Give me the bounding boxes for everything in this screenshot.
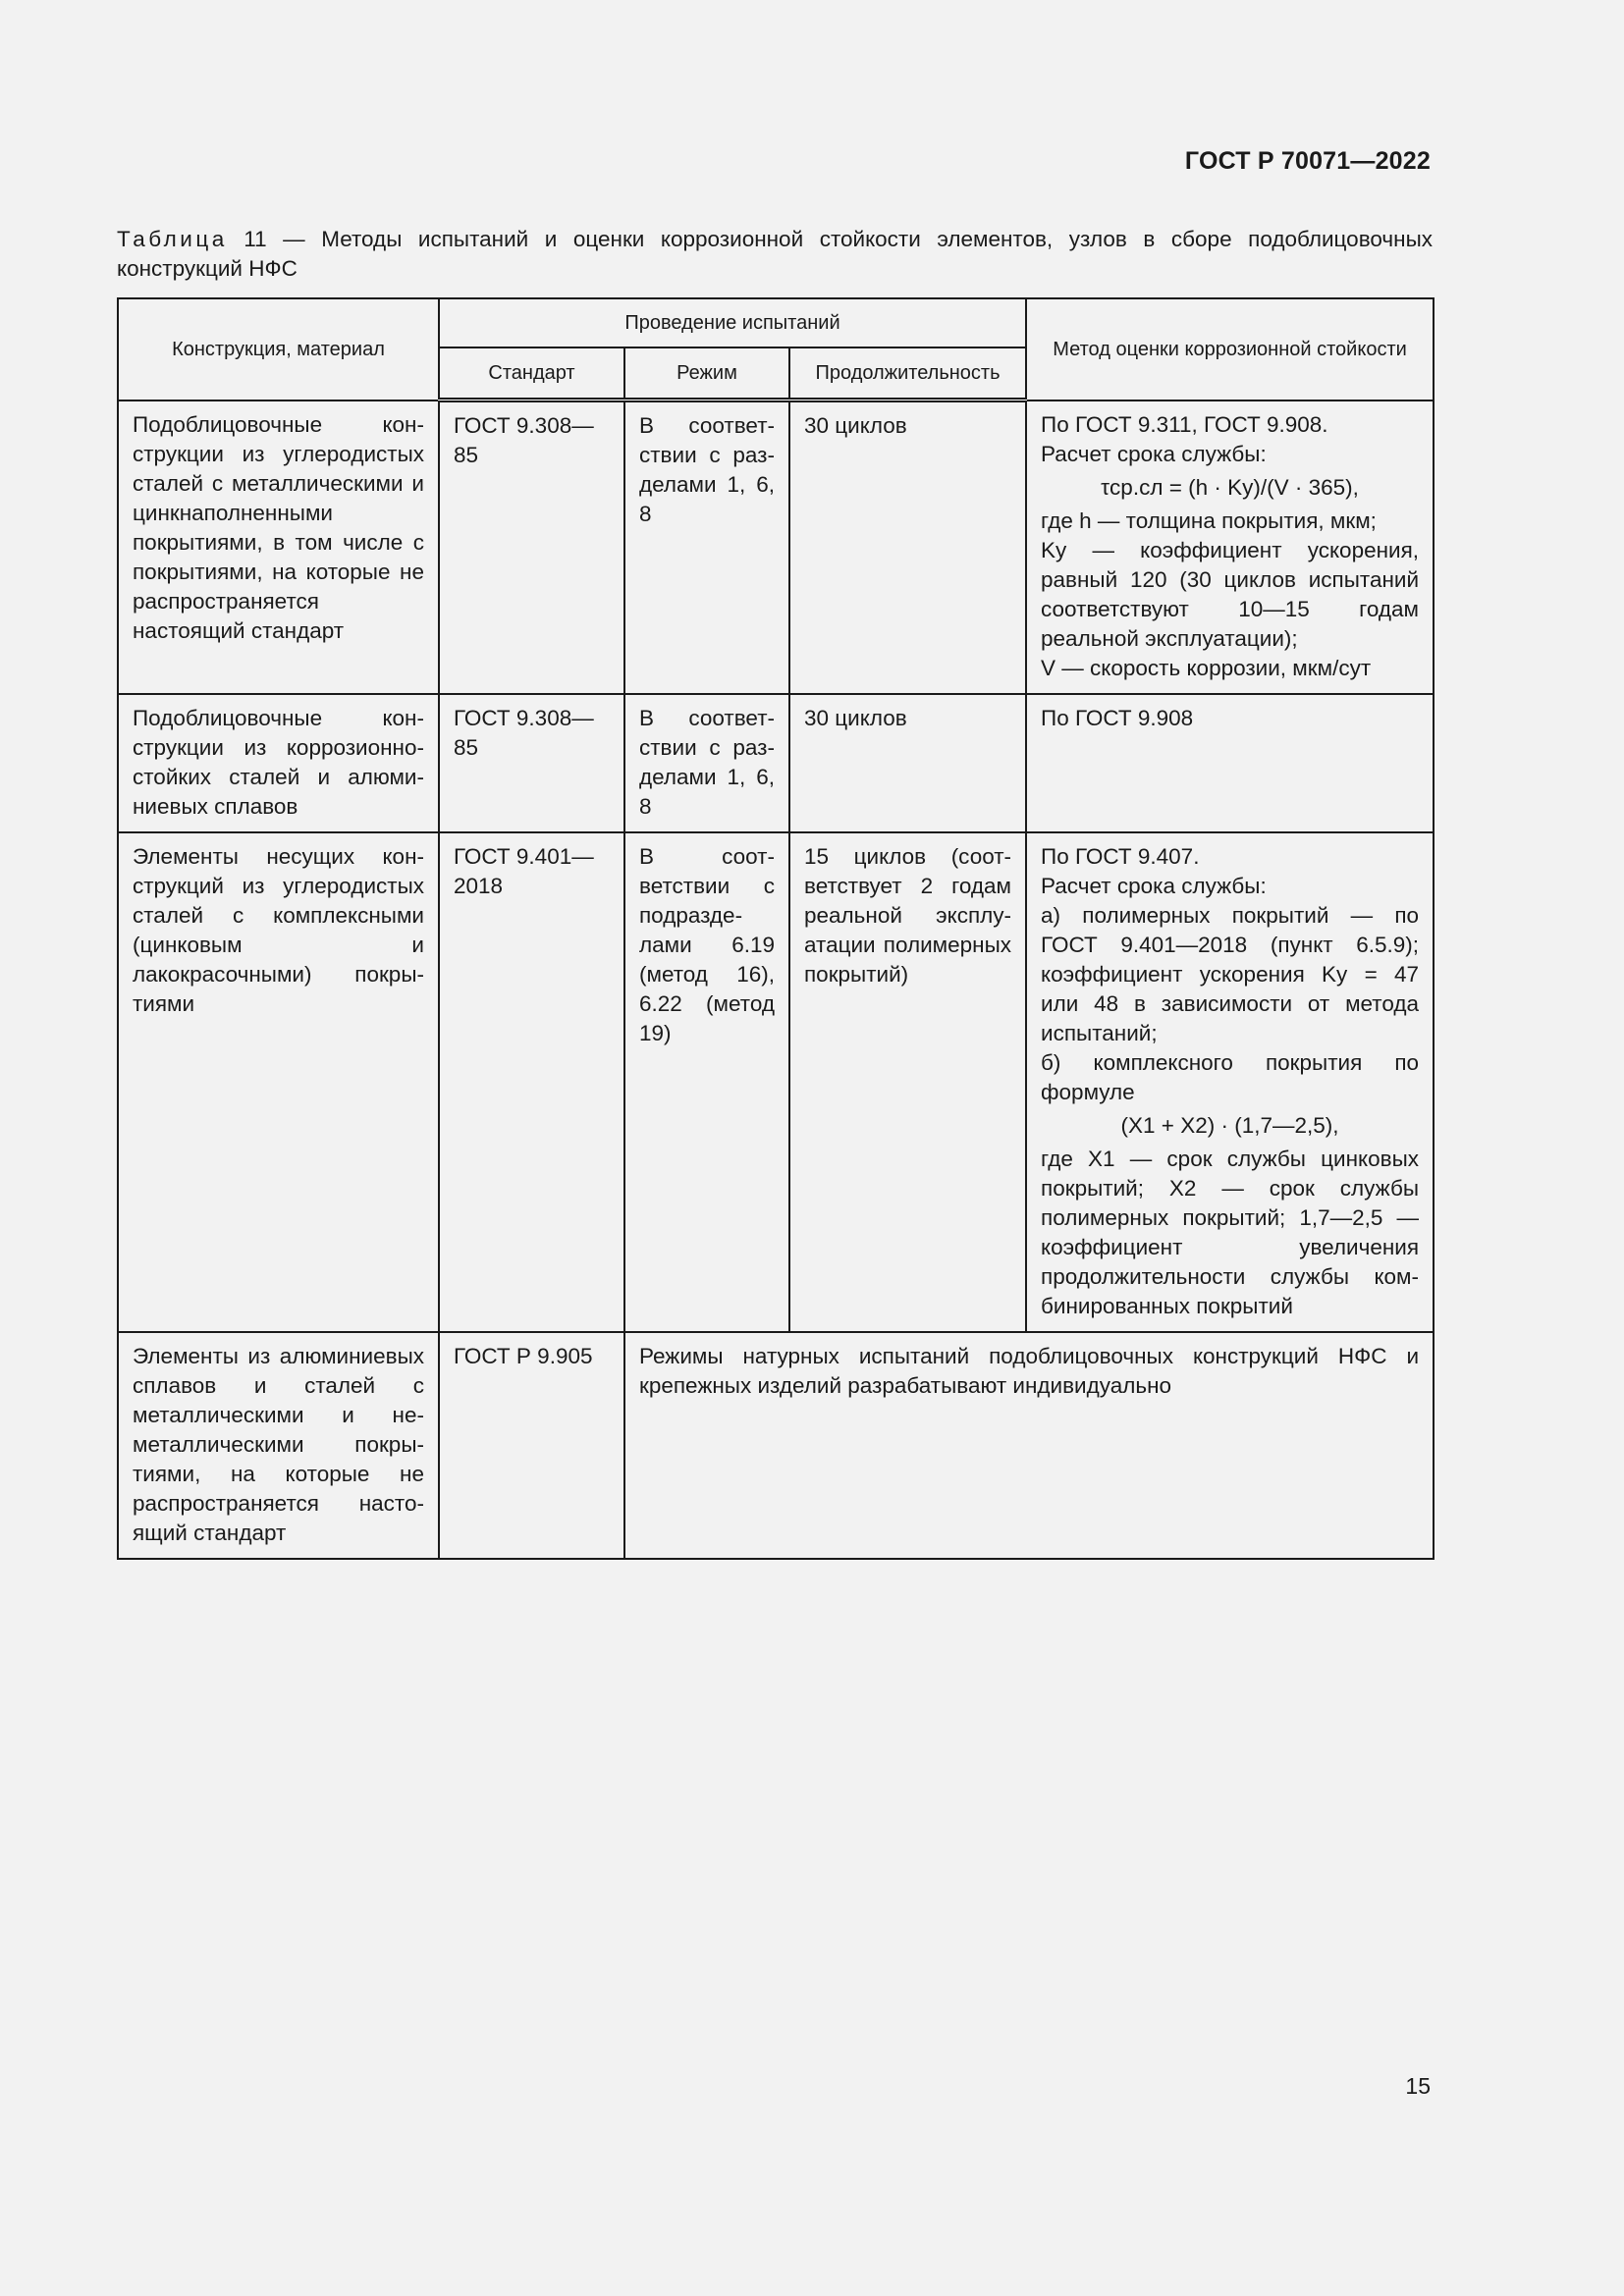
cell-merged-note: Режимы натурных испытаний подоблицовочных конструкций НФС и крепежных изделий разрабатывают индивидуально bbox=[624, 1332, 1434, 1559]
header-standard: Стандарт bbox=[439, 347, 624, 400]
method-line: где h — толщина покрытия, мкм; bbox=[1041, 507, 1377, 533]
document-code: ГОСТ Р 70071—2022 bbox=[1184, 147, 1431, 175]
cell-mode: В соответствии с подразделами 6.19 (метод 16), 6.22 (метод 19) bbox=[624, 832, 789, 1332]
cell-construction: Подоблицовочные конструкции из углеродистых сталей с металлическими и цинкнаполненными покрытиями, в том числе с покрытиями, на которые не распространяется настоящий стандарт bbox=[118, 400, 439, 694]
cell-mode: В соответствии с разделами 1, 6, 8 bbox=[624, 694, 789, 832]
method-line: где X1 — срок службы цинковых покрытий; X2 — срок службы полимерных покрытий; 1,7—2,5 — коэффициент увеличения продолжительности службы комбинированных покрытий bbox=[1041, 1146, 1420, 1318]
method-line: По ГОСТ 9.407. bbox=[1041, 843, 1200, 869]
method-line: а) полимерных покрытий — по ГОСТ 9.401—2018 (пункт 6.5.9); коэффициент ускорения Kу = 47 или 48 в зависимости от метода испытаний; bbox=[1041, 902, 1420, 1045]
cell-construction: Элементы несущих конструкций из углеродистых сталей с комплексными (цинковым и лакокрасочными) покрытиями bbox=[118, 832, 439, 1332]
method-line: б) комплексного покрытия по формуле bbox=[1041, 1049, 1420, 1104]
header-method: Метод оценки коррозионной стойкости bbox=[1026, 298, 1434, 400]
cell-method bbox=[1026, 832, 1434, 1332]
page-number: 15 bbox=[1405, 2073, 1431, 2099]
cell-construction: Подоблицовочные конструкции из коррозионностойких сталей и алюминиевых сплавов bbox=[118, 694, 439, 832]
cell-standard: ГОСТ 9.308—85 bbox=[439, 694, 624, 832]
cell-mode: В соответствии с разделами 1, 6, 8 bbox=[624, 400, 789, 694]
method-line: V — скорость коррозии, мкм/сут bbox=[1041, 655, 1372, 680]
cell-method: По ГОСТ 9.908 bbox=[1026, 694, 1434, 832]
header-row-1 bbox=[118, 298, 1434, 347]
combined-coating-formula: (X1 + X2) · (1,7—2,5), bbox=[1120, 1112, 1339, 1138]
header-testing: Проведение испытаний bbox=[439, 298, 1026, 347]
table-row bbox=[118, 400, 1434, 694]
header-duration: Продолжительность bbox=[789, 347, 1026, 400]
cell-standard: ГОСТ Р 9.905 bbox=[439, 1332, 624, 1559]
service-life-formula: τср.сл = (h · Kу)/(V · 365), bbox=[1101, 474, 1359, 500]
method-line: Расчет срока службы: bbox=[1041, 441, 1267, 466]
cell-standard: ГОСТ 9.401—2018 bbox=[439, 832, 624, 1332]
cell-duration: 30 циклов bbox=[789, 694, 1026, 832]
cell-construction: Элементы из алюминиевых сплавов и сталей с металлическими и неметаллическими покрытиями, на которые не распространяется настоящий стандарт bbox=[118, 1332, 439, 1559]
table-caption bbox=[117, 225, 1433, 284]
method-line: По ГОСТ 9.311, ГОСТ 9.908. bbox=[1041, 411, 1328, 437]
caption-prefix: Таблица bbox=[117, 227, 228, 251]
table-row bbox=[118, 694, 1434, 832]
cell-standard: ГОСТ 9.308—85 bbox=[439, 400, 624, 694]
cell-duration: 30 циклов bbox=[789, 400, 1026, 694]
table-row bbox=[118, 832, 1434, 1332]
header-mode: Режим bbox=[624, 347, 789, 400]
test-methods-table bbox=[117, 297, 1435, 1560]
table-row bbox=[118, 1332, 1434, 1559]
cell-duration: 15 циклов (соответствует 2 годам реальной эксплуатации полимерных покрытий) bbox=[789, 832, 1026, 1332]
method-line: Расчет срока службы: bbox=[1041, 873, 1267, 898]
caption-text: 11 — Методы испытаний и оценки коррозионной стойкости элементов, узлов в сборе подоблицовочных конструкций НФС bbox=[117, 227, 1433, 281]
cell-method bbox=[1026, 400, 1434, 694]
header-construction: Конструкция, материал bbox=[118, 298, 439, 400]
method-line: Kу — коэффициент ускорения, равный 120 (30 циклов испытаний соответствуют 10—15 годам реальной эксплуатации); bbox=[1041, 537, 1420, 651]
